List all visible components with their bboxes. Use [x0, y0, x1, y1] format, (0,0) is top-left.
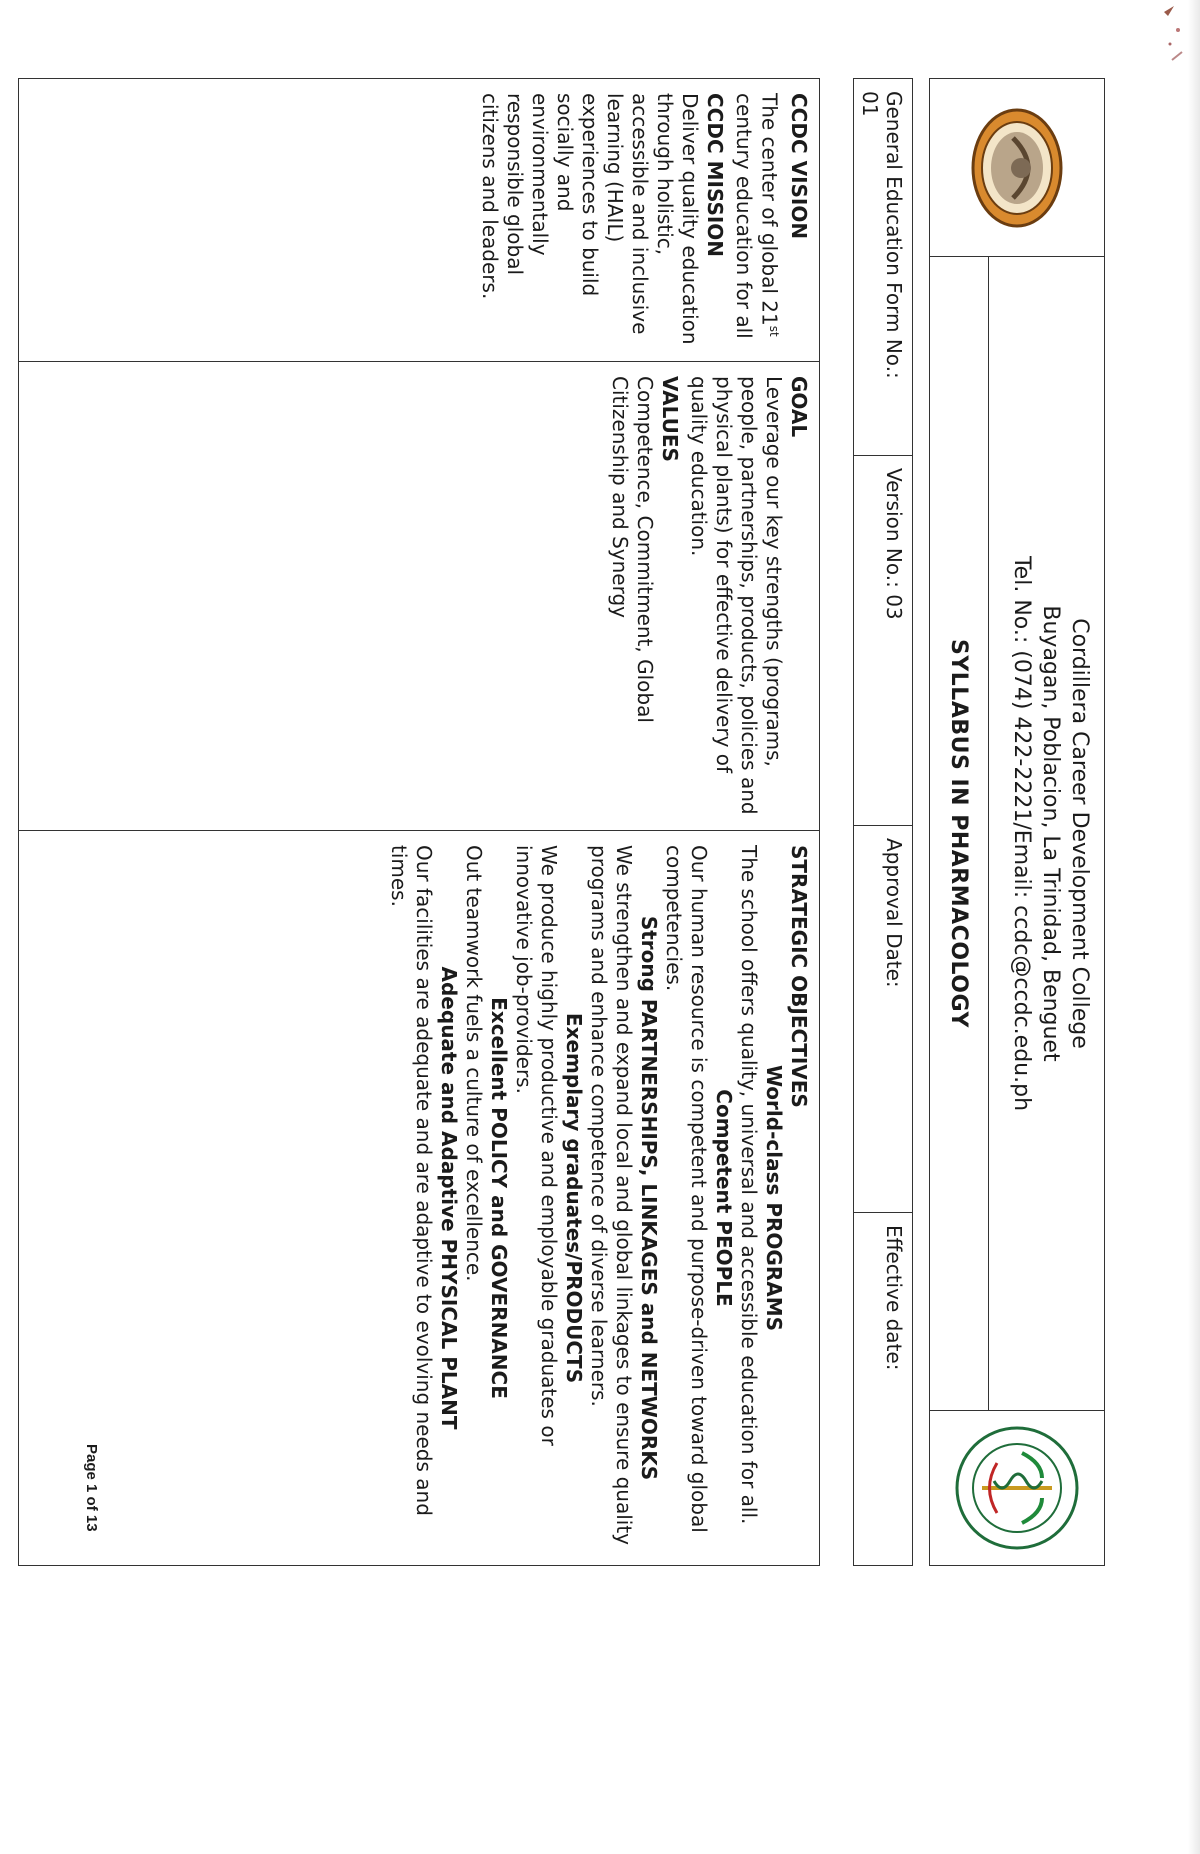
objective-item [511, 845, 586, 1551]
strategic-heading: STRATEGIC OBJECTIVES [787, 845, 811, 1108]
mission-block [477, 93, 727, 347]
version-cell: Version No.: 03 [854, 456, 912, 826]
objective-title: Competent PEOPLE [712, 1089, 736, 1307]
objective-title: Exemplary graduates/PRODUCTS [562, 1012, 586, 1384]
goal-heading: GOAL [787, 376, 811, 438]
vision-heading: CCDC VISION [787, 93, 811, 240]
objective-title: Strong PARTNERSHIPS, LINKAGES and NETWORKS [637, 915, 661, 1481]
approval-date-cell: Approval Date: [854, 826, 912, 1213]
goal-values-column [19, 362, 819, 831]
objective-text: Out teamwork fuels a culture of excellence. [462, 845, 486, 1282]
objective-item [736, 845, 786, 1551]
institution-name: Cordillera Career Development College [1067, 618, 1092, 1049]
values-block [607, 376, 682, 816]
form-info-row [853, 78, 913, 1566]
form-number-value: 01 [858, 91, 882, 117]
address-line: Buyagan, Poblacion, La Trinidad, Benguet [1038, 605, 1063, 1062]
form-number-cell [854, 79, 912, 456]
college-seal-logo [930, 79, 1104, 257]
values-text: Competence, Commitment, Global Citizenship and Synergy [608, 376, 657, 723]
document-title: SYLLABUS IN PHARMACOLOGY [930, 257, 989, 1410]
vision-mission-column [19, 79, 819, 362]
vmgo-table [18, 78, 820, 1566]
objective-title: World-class PROGRAMS [762, 1064, 786, 1332]
objective-title: Adequate and Adaptive PHYSICAL PLANT [437, 966, 461, 1430]
objective-text: The school offers quality, universal and accessible education for all. [737, 845, 761, 1525]
document-header [929, 78, 1105, 1566]
scan-edge [1188, 0, 1200, 1854]
mission-text: Deliver quality education through holistic, accessible and inclusive learning (HAIL) experiences to build socially and environmentally responsible global citizens and leaders. [478, 93, 703, 345]
mission-heading: CCDC MISSION [703, 93, 728, 258]
scan-marks [1152, 0, 1192, 70]
institution-address [989, 257, 1104, 1410]
objective-text: Our facilities are adequate and are adaptive to evolving needs and times. [387, 845, 436, 1516]
contact-line: Tel. No.: (074) 422-2221/Email: ccdc@ccdc.edu.ph [1009, 555, 1034, 1112]
goal-block [686, 376, 811, 816]
vision-text: The center of global 21st century education for all [732, 93, 782, 339]
page-number: Page 1 of 13 [83, 1444, 100, 1532]
objective-text: We strengthen and expand local and global linkages to ensure quality programs and enhance competence of diverse learners. [587, 845, 636, 1546]
objective-item [661, 845, 736, 1551]
objective-text: We produce highly productive and employable graduates or innovative job-providers. [512, 845, 561, 1446]
effective-date-cell: Effective date: [882, 1225, 906, 1371]
objective-item [461, 845, 511, 1551]
health-education-logo [930, 1410, 1104, 1565]
objective-item [386, 845, 461, 1551]
objective-title: Excellent POLICY and GOVERNANCE [487, 997, 511, 1399]
vision-block [731, 93, 811, 347]
values-heading: VALUES [658, 376, 682, 462]
objective-text: Our human resource is competent and purpose-driven toward global competencies. [662, 845, 711, 1533]
strategic-objectives-column [19, 831, 819, 1565]
form-number-label: General Education Form No.: [882, 91, 906, 379]
objective-item [586, 845, 661, 1551]
goal-text: Leverage our key strengths (programs, people, partnerships, products, policies and physical plants) for effective delivery of quality education. [687, 376, 786, 815]
